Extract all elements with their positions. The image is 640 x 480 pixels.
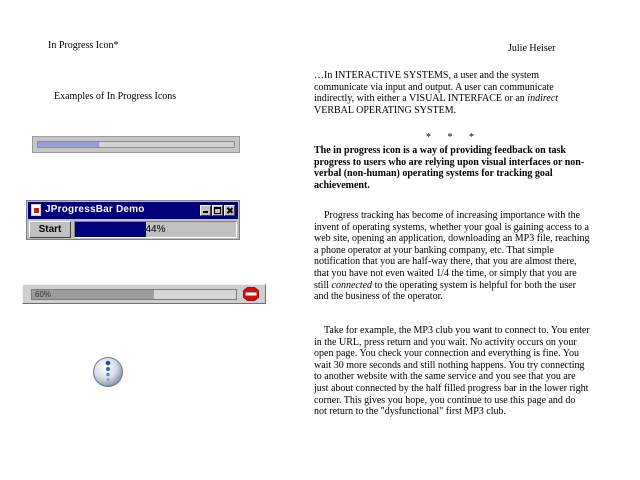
body-paragraph-2: Take for example, the MP3 club you want to connect to. You enter in the URL, press return and you wait. No activity occurs on your open page. You check your connection and everything is fine. You wait 30 more seconds and still nothing happens. You try connecting to another website with the same service and you see that you are just about connected by the half filled progress bar in the lower right corner. This gives you hope, you continue to use this page and do not return to the "dysfunctional" first MP3 club. xyxy=(314,325,590,418)
jprogressbar-percent: 44% xyxy=(145,224,166,235)
emphasis-connected: connected xyxy=(331,279,373,291)
document-title: In Progress Icon* xyxy=(48,40,119,51)
examples-heading: Examples of In Progress Icons xyxy=(54,91,177,102)
simple-progress-fill xyxy=(38,142,99,147)
window-title: JProgressBar Demo xyxy=(45,204,145,215)
browser-progress-track xyxy=(31,289,237,300)
window-titlebar xyxy=(28,202,238,219)
simple-progress-bar xyxy=(32,136,240,153)
author-name: Julie Heiser xyxy=(508,43,556,54)
jprogressbar-demo-window xyxy=(26,200,240,240)
emphasis-indirect: indirect xyxy=(527,93,559,105)
body-paragraph-1: Progress tracking has become of increasing importance with the invent of operating systems, whether your goal is gaining access to a web site, opening an application, downloading an MP3 file, reaching a phone operator at your banking company, etc. That simple notification that you are half-way there, that you are almost there, that you have not even waited 1/4 the time, or simply that you are still connected to the operating system is helpful for both the user and the business of the operator. xyxy=(314,210,590,303)
loading-spinner-icon xyxy=(92,356,124,388)
start-button[interactable]: Start xyxy=(29,221,71,238)
simple-progress-track xyxy=(37,141,235,148)
section-separator: * * * xyxy=(426,132,474,143)
lead-paragraph: The in progress icon is a way of providing feedback on task progress to users who are relying upon visual interfaces or non-verbal (non-human) operating systems for tracking goal achievement. xyxy=(314,145,585,191)
stop-sign-icon[interactable] xyxy=(243,287,259,301)
jprogressbar xyxy=(74,221,237,238)
java-app-icon xyxy=(31,204,41,216)
browser-progress-percent: 60% xyxy=(35,290,52,299)
intro-paragraph: …In INTERACTIVE SYSTEMS, a user and the system communicate via input and output. A user can communicate indirectly, with either a VISUAL INTERFACE or an indirect VERBAL OPERATING SYSTEM. xyxy=(314,70,559,116)
browser-status-progress-bar xyxy=(22,284,266,304)
close-icon[interactable] xyxy=(224,205,235,216)
minimize-icon[interactable] xyxy=(200,205,211,216)
maximize-icon[interactable] xyxy=(212,205,223,216)
